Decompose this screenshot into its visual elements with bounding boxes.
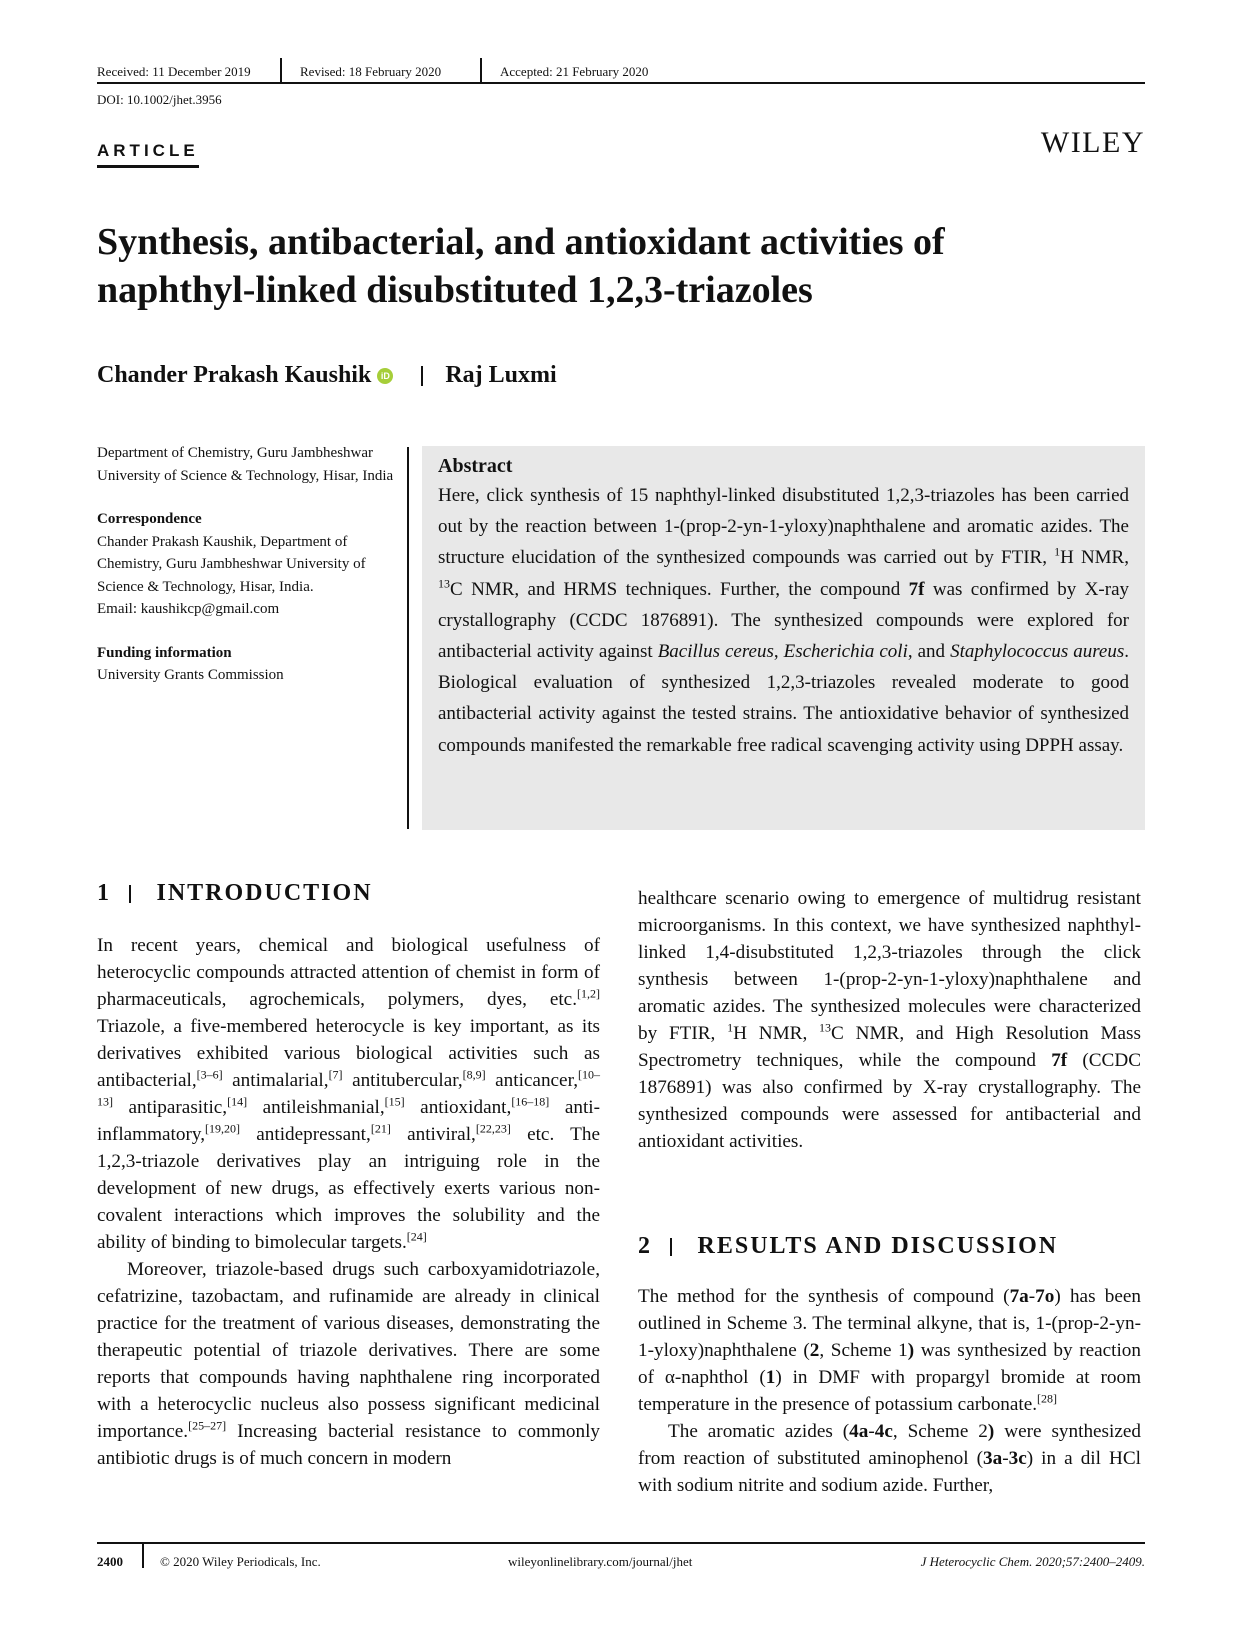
copyright: © 2020 Wiley Periodicals, Inc. <box>160 1554 321 1569</box>
divider <box>407 447 409 829</box>
section-title: INTRODUCTION <box>156 880 373 906</box>
affiliation-sidebar <box>97 442 397 708</box>
correspondence-block <box>97 508 397 621</box>
article-type-label: ARTICLE <box>97 141 199 168</box>
paragraph: The aromatic azides (4a-4c, Scheme 2) were synthesized from reaction of substituted aminophenol (3a-3c) in a dil HCl with sodium nitrite and sodium azide. Further, <box>638 1421 1141 1496</box>
abstract-heading: Abstract <box>438 455 513 477</box>
funding-text: University Grants Commission <box>97 667 284 683</box>
journal-citation: J Heterocyclic Chem. 2020;57:2400–2409. <box>920 1554 1145 1569</box>
section-title: RESULTS AND DISCUSSION <box>697 1233 1059 1259</box>
body-column-left <box>97 932 600 1472</box>
paragraph: The method for the synthesis of compound (7a-7o) has been outlined in Scheme 3. The terminal alkyne, that is, 1-(prop-2-yn-1-yloxy)naphthalene (2, Scheme 1) was synthesized by reaction of α-naphthol (1) in DMF with propargyl bromide at room temperature in the presence of potassium carbonate.[28] <box>638 1286 1141 1415</box>
abstract-box <box>422 446 1145 830</box>
paper-title <box>97 218 1097 314</box>
section-heading <box>97 880 373 907</box>
divider <box>142 1544 144 1568</box>
page-footer <box>97 1542 1145 1572</box>
title-line-1: Synthesis, antibacterial, and antioxidant activities of <box>97 221 945 263</box>
section-heading <box>638 1233 1058 1260</box>
paragraph: In recent years, chemical and biological usefulness of heterocyclic compounds attracted attention of chemist in form of pharmaceuticals, agrochemicals, polymers, dyes, etc.[1,2] Triazole, a five-membered heterocycle is key important, as its derivatives exhibited various biological activities such as antibacterial,[3–6] antimalarial,[7] antitubercular,[8,9] anticancer,[10–13] antiparasitic,[14] antileishmanial,[15] antioxidant,[16–18] anti-inflammatory,[19,20] antidepressant,[21] antiviral,[22,23] etc. The 1,2,3-triazole derivatives play an intriguing role in the development of new drugs, as effectively exerts various non-covalent interactions which improves the solubility and the ability of binding to bimolecular targets.[24] <box>97 935 601 1253</box>
dates-bar <box>97 58 1145 84</box>
page-number: 2400 <box>97 1554 123 1569</box>
section-number: 2 <box>638 1233 652 1259</box>
received-date: Received: 11 December 2019 <box>97 64 251 79</box>
email-link[interactable]: Email: kaushikcp@gmail.com <box>97 601 280 617</box>
body-column-right <box>638 885 1141 1155</box>
orcid-icon[interactable]: iD <box>377 368 393 384</box>
funding-block <box>97 642 397 687</box>
journal-url-link[interactable]: wileyonlinelibrary.com/journal/jhet <box>508 1554 693 1569</box>
paragraph: healthcare scenario owing to emergence of multidrug resistant microorganisms. In this context, we have synthesized naphthyl-linked 1,4-disubstituted 1,2,3-triazoles through the click synthesis between 1-(prop-2-yn-1-yloxy)naphthalene and aromatic azides. The synthesized molecules were characterized by FTIR, $^1$H NMR, $^{13}$C NMR, and High Resolution Mass Spectrometry techniques, while the compound 7f (CCDC 1876891) was also confirmed by X-ray crystallography. The synthesized compounds were assessed for antibacterial and antioxidant activities. <box>638 888 1142 1152</box>
divider <box>670 1238 672 1256</box>
author-name[interactable]: Chander Prakash Kaushik <box>97 362 372 388</box>
funding-heading: Funding information <box>97 644 232 661</box>
divider <box>480 58 482 84</box>
revised-date: Revised: 18 February 2020 <box>300 64 442 79</box>
author-name[interactable]: Raj Luxmi <box>445 362 557 388</box>
divider <box>280 58 282 84</box>
accepted-date: Accepted: 21 February 2020 <box>500 64 649 79</box>
body-column-right-section-2 <box>638 1283 1141 1499</box>
affiliation: Department of Chemistry, Guru Jambheshwar University of Science & Technology, Hisar, India <box>97 445 394 484</box>
author-list <box>97 362 557 389</box>
title-line-2: naphthyl-linked disubstituted 1,2,3-triazoles <box>97 269 813 311</box>
paragraph: Moreover, triazole-based drugs such carboxyamidotriazole, cefatrizine, tazobactam, and rufinamide are already in clinical practice for the treatment of various diseases, demonstrating the therapeutic potential of triazole derivatives. There are some reports that compounds having naphthalene ring incorporated with a heterocyclic nucleus also possess significant medicinal importance.[25–27] Increasing bacterial resistance to commonly antibiotic drugs is of much concern in modern <box>97 1259 600 1469</box>
section-number: 1 <box>97 880 111 906</box>
doi-link[interactable]: DOI: 10.1002/jhet.3956 <box>97 92 222 107</box>
divider <box>421 366 423 386</box>
publisher-logo: WILEY <box>1040 126 1145 159</box>
correspondence-text: Chander Prakash Kaushik, Department of Chemistry, Guru Jambheshwar University of Science & Technology, Hisar, India. <box>97 533 366 595</box>
correspondence-heading: Correspondence <box>97 511 202 527</box>
divider <box>129 885 131 903</box>
abstract-text: Here, click synthesis of 15 naphthyl-linked disubstituted 1,2,3-triazoles has been carried out by the reaction between 1-(prop-2-yn-1-yloxy)naphthalene and aromatic azides. The structure elucidation of the synthesized compounds was carried out by FTIR, $^1$H NMR, $^{13}$C NMR, and HRMS techniques. Further, the compound 7f was confirmed by X-ray crystallography (CCDC 1876891). The synthesized compounds were explored for antibacterial activity against Bacillus cereus, Escherichia coli, and Staphylococcus aureus. Biological evaluation of synthesized 1,2,3-triazoles revealed moderate to good antibacterial activity against the tested strains. The antioxidative behavior of synthesized compounds manifested the remarkable free radical scavenging activity using DPPH assay. <box>438 485 1130 756</box>
